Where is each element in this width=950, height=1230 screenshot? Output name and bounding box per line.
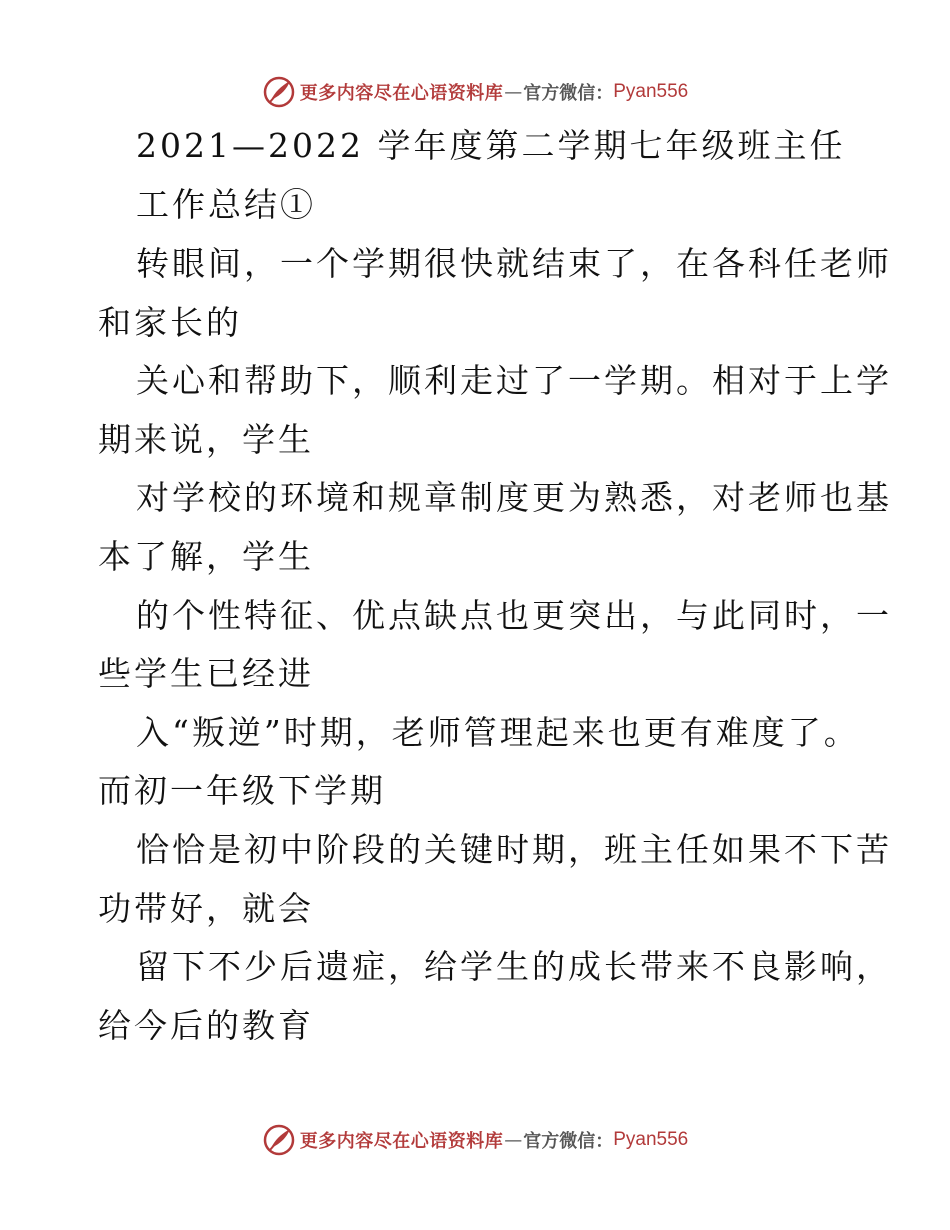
doc-text-line: 而初一年级下学期 [98, 771, 386, 810]
doc-text-line: 功带好，就会 [98, 889, 314, 928]
doc-title-line-1: 2021—2022 学年度第二学期七年级班主任 [136, 126, 846, 165]
banner-brand-text: 更多内容尽在心语资料库 [299, 83, 504, 104]
doc-text-line: 入“叛逆”时期，老师管理起来也更有难度了。 [136, 713, 860, 752]
doc-text-line: 关心和帮助下，顺利走过了一学期。相对于上学 [136, 361, 892, 400]
footer-banner [0, 1120, 950, 1160]
banner-dash: — [504, 1129, 523, 1151]
banner-wechat-id: Pyan556 [613, 81, 689, 102]
doc-title-line-2: 工作总结① [136, 185, 316, 224]
doc-text-line: 恰恰是初中阶段的关键时期，班主任如果不下苦 [136, 830, 892, 869]
doc-text-line: 期来说，学生 [98, 420, 314, 459]
banner-wechat-label: 官方微信： [523, 1131, 614, 1152]
doc-text-line: 对学校的环境和规章制度更为熟悉，对老师也基 [136, 478, 892, 517]
doc-text-line: 本了解，学生 [98, 537, 314, 576]
quill-logo-icon [262, 1123, 296, 1157]
header-banner [0, 72, 950, 112]
doc-text-line: 转眼间，一个学期很快就结束了，在各科任老师 [136, 244, 892, 283]
doc-text-line: 留下不少后遗症，给学生的成长带来不良影响， [136, 947, 892, 986]
banner-dash: — [504, 81, 523, 103]
doc-text-line: 给今后的教育 [98, 1006, 314, 1045]
doc-text-line: 些学生已经进 [98, 654, 314, 693]
doc-text-line: 和家长的 [98, 303, 242, 342]
banner-wechat-id: Pyan556 [613, 1129, 689, 1150]
banner-brand-text: 更多内容尽在心语资料库 [299, 1131, 504, 1152]
banner-wechat-label: 官方微信： [523, 83, 614, 104]
quill-logo-icon [262, 75, 296, 109]
doc-text-line: 的个性特征、优点缺点也更突出，与此同时，一 [136, 596, 892, 635]
